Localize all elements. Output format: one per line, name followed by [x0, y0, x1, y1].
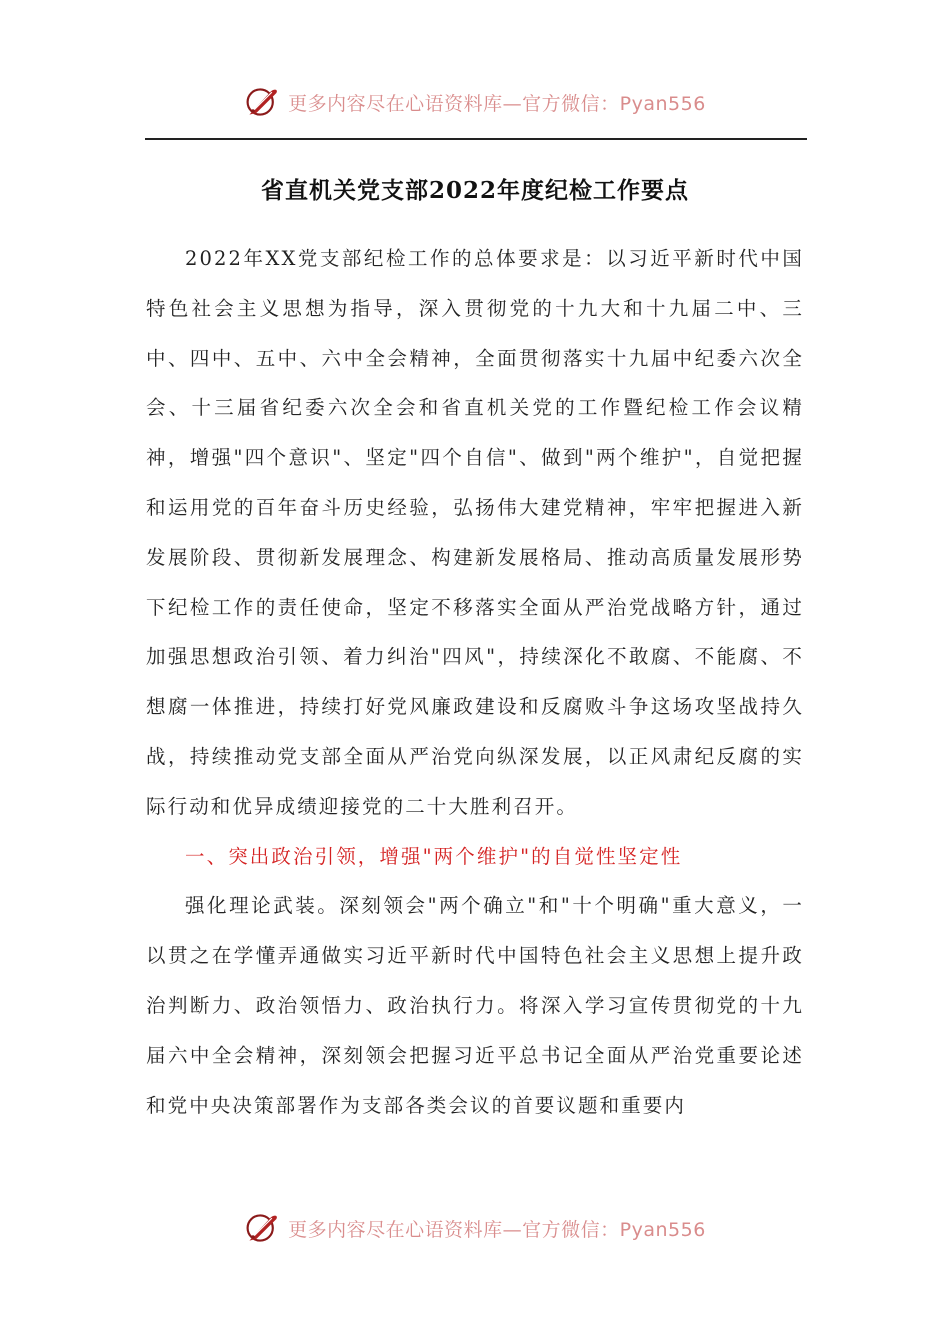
header-banner	[0, 84, 950, 120]
banner-text: 更多内容尽在心语资料库—官方微信：Pyan556	[288, 1218, 706, 1241]
document-title: 省直机关党支部2022年度纪检工作要点	[260, 177, 689, 204]
banner-wechat-id: Pyan556	[619, 92, 706, 115]
banner-text: 更多内容尽在心语资料库—官方微信：Pyan556	[288, 92, 706, 115]
section-heading: 一、突出政治引领，增强"两个维护"的自觉性坚定性	[185, 844, 683, 868]
body-paragraph: 强化理论武装。深刻领会"两个确立"和"十个明确"重大意义，一以贯之在学懂弄通做实习近平新时代中国特色社会主义思想上提升政治判断力、政治领悟力、政治执行力。将深入学习宣传贯彻党的十九届六中全会精神，深刻领会把握习近平总书记全面从严治党重要论述和党中央决策部署作为支部各类会议的首要议题和重要内	[146, 894, 804, 1117]
header-divider	[145, 138, 807, 140]
feather-pen-logo-icon	[244, 84, 280, 120]
banner-wechat-id: Pyan556	[619, 1218, 706, 1241]
body-paragraph: 2022年XX党支部纪检工作的总体要求是：以习近平新时代中国特色社会主义思想为指导，深入贯彻党的十九大和十九届二中、三中、四中、五中、六中全会精神，全面贯彻落实十九届中纪委六次全会、十三届省纪委六次全会和省直机关党的工作暨纪检工作会议精神，增强"四个意识"、坚定"四个自信"、做到"两个维护"，自觉把握和运用党的百年奋斗历史经验，弘扬伟大建党精神，牢牢把握进入新发展阶段、贯彻新发展理念、构建新发展格局、推动高质量发展形势下纪检工作的责任使命，坚定不移落实全面从严治党战略方针，通过加强思想政治引领、着力纠治"四风"，持续深化不敢腐、不能腐、不想腐一体推进，持续打好党风廉政建设和反腐败斗争这场攻坚战持久战，持续推动党支部全面从严治党向纵深发展，以正风肃纪反腐的实际行动和优异成绩迎接党的二十大胜利召开。	[146, 247, 804, 818]
document-body	[146, 234, 804, 1130]
feather-pen-logo-icon	[244, 1210, 280, 1246]
footer-banner	[0, 1210, 950, 1246]
